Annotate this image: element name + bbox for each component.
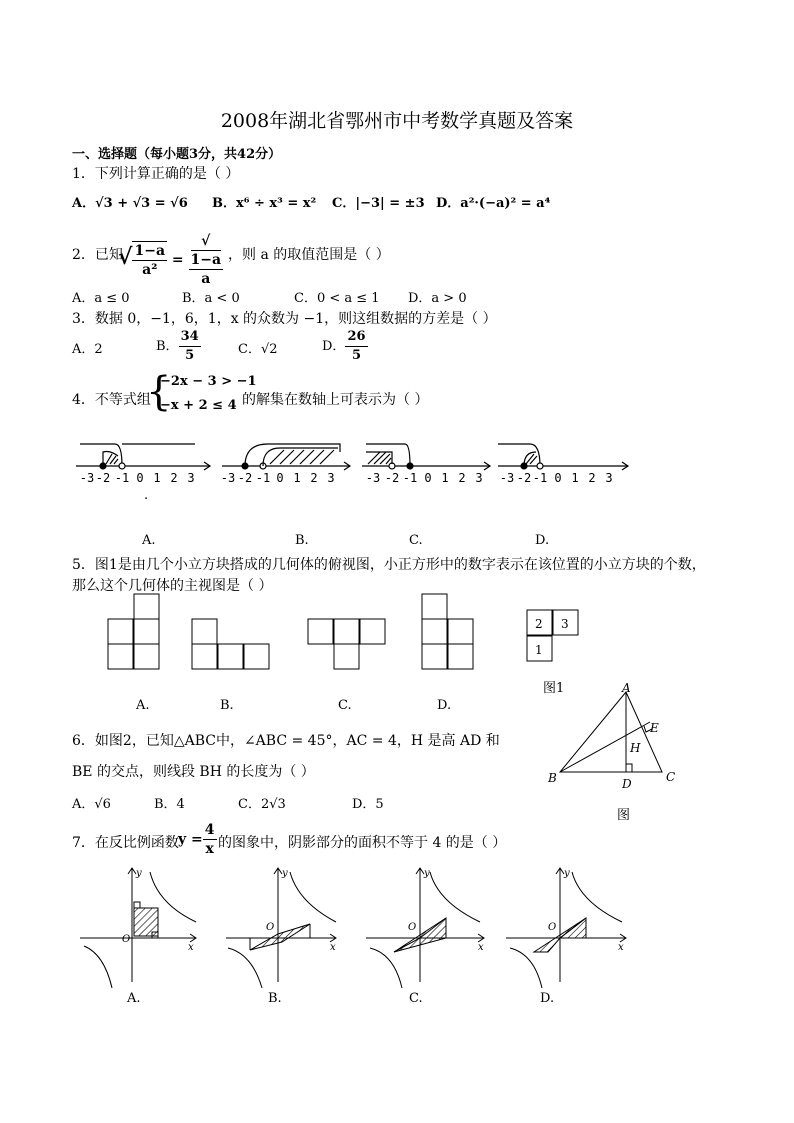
q4-label-d: D. <box>535 533 550 548</box>
tick-c-4: 1 <box>441 471 449 485</box>
tick-c-3: 0 <box>424 471 432 485</box>
q4-label-a: A. <box>142 533 156 548</box>
graph-d-y-label: y <box>564 868 570 879</box>
point-h-label: H <box>630 741 641 755</box>
q4-label-b: B. <box>295 533 309 548</box>
q3-option-c: C．√2 <box>238 342 278 357</box>
q6-option-c: C．2√3 <box>238 797 286 812</box>
q7-label-a: A. <box>127 991 141 1006</box>
tick-a-0: -3 <box>79 471 95 485</box>
figure2-caption: 图 <box>617 808 631 823</box>
figure1-cell-2: 2 <box>535 617 543 631</box>
graph-b <box>226 868 336 988</box>
q1-stem: 1．下列计算正确的是（ ） <box>72 166 240 182</box>
tick-d-2: -1 <box>532 471 548 485</box>
q7-label-b: B. <box>268 991 282 1006</box>
graph-a <box>80 868 196 988</box>
tick-c-6: 3 <box>475 471 483 485</box>
figure2-triangle <box>540 681 700 804</box>
tick-b-3: 0 <box>276 471 284 485</box>
graph-c-origin: O <box>408 922 417 933</box>
q2-option-c: C．0 < a ≤ 1 <box>294 291 380 306</box>
graph-a-x-label: x <box>188 942 194 953</box>
q4-number-lines <box>0 430 794 500</box>
q7-stem-prefix: 7．在反比例函数 <box>72 835 179 851</box>
tick-d-6: 3 <box>605 471 613 485</box>
q6-option-a: A．√6 <box>72 797 111 812</box>
q4-brace: { <box>146 369 172 415</box>
graph-b-x-label: x <box>330 942 336 953</box>
q4-label-c: C. <box>409 533 423 548</box>
tick-c-2: -1 <box>402 471 418 485</box>
view-a <box>108 594 159 669</box>
graph-d-origin: O <box>548 922 557 933</box>
view-b <box>192 619 269 669</box>
q5-stem-line1: 5．图1是由几个小立方块搭成的几何体的俯视图，小正方形中的数字表示在该位置的小立方块的个数， <box>72 557 706 573</box>
q4-inequality-2: −x + 2 ≤ 4 <box>160 398 237 413</box>
q6-option-b: B．4 <box>154 797 185 812</box>
q4-stray-dot: . <box>144 488 149 503</box>
q5-label-b: B. <box>220 698 234 713</box>
q7-label-d: D. <box>540 991 555 1006</box>
q1-option-c: C．|−3| = ±3 <box>332 196 425 211</box>
q4-inequality-1: −2x − 3 > −1 <box>160 374 257 389</box>
q5-label-d: D. <box>437 698 452 713</box>
tick-b-4: 1 <box>293 471 301 485</box>
tick-d-4: 1 <box>571 471 579 485</box>
section-heading: 一、选择题（每小题3分，共42分） <box>72 147 282 162</box>
view-c <box>308 619 385 669</box>
q3-stem: 3．数据 0，−1，6，1，x 的众数为 −1，则这组数据的方差是（ ） <box>72 311 497 327</box>
q3-option-b: B． $\frac{34}{5}$ <box>156 329 199 363</box>
q2-stem-prefix: 2．已知 <box>72 247 123 263</box>
tick-a-4: 1 <box>153 471 161 485</box>
page-title: 2008年湖北省鄂州市中考数学真题及答案 <box>220 110 574 132</box>
graph-b-y-label: y <box>282 868 288 879</box>
q6-stem-line2: BE 的交点，则线段 BH 的长度为（ ） <box>72 764 315 780</box>
tick-c-0: -3 <box>365 471 381 485</box>
point-d-label: D <box>622 777 632 791</box>
tick-b-6: 3 <box>327 471 335 485</box>
q2-option-d: D．a > 0 <box>408 291 467 306</box>
q2-stem-suffix: ，则 a 的取值范围是（ ） <box>228 247 390 263</box>
tick-b-0: -3 <box>220 471 236 485</box>
graph-c <box>366 868 484 988</box>
tick-a-5: 2 <box>170 471 178 485</box>
number-line-d <box>498 444 628 470</box>
tick-b-2: -1 <box>255 471 271 485</box>
q6-stem-line1: 6．如图2，已知△ABC中，∠ABC = 45°，AC = 4，H 是高 AD 和 <box>72 733 500 749</box>
figure1-cell-3: 3 <box>561 617 569 631</box>
q1-option-d: D．a²·(−a)² = a⁴ <box>436 196 551 211</box>
q2-option-a: A．a ≤ 0 <box>72 291 130 306</box>
tick-b-1: -2 <box>237 471 253 485</box>
figure1-caption: 图1 <box>543 681 565 696</box>
view-d <box>422 594 473 669</box>
q2-formula: √ $\frac{1-a}{\text{a²}}$ = √ 1−a a <box>118 233 222 287</box>
q5-stem-line2: 那么这个几何体的主视图是（ ） <box>72 578 273 594</box>
q4-stem-suffix: 的解集在数轴上可表示为（ ） <box>242 392 429 408</box>
q1-option-b: B．x⁶ ÷ x³ = x² <box>212 196 317 211</box>
vertex-a-label: A <box>622 681 631 695</box>
q6-option-d: D．5 <box>352 797 384 812</box>
tick-a-6: 3 <box>187 471 195 485</box>
q1-option-a: A．√3 + √3 = √6 <box>72 196 188 211</box>
q7-label-c: C. <box>409 991 423 1006</box>
figure1-cell-1: 1 <box>535 643 543 657</box>
q7-graphs <box>0 862 794 992</box>
graph-b-origin: O <box>266 922 275 933</box>
tick-a-2: -1 <box>114 471 130 485</box>
q3-option-a: A．2 <box>72 342 103 357</box>
point-e-label: E <box>650 721 659 735</box>
vertex-c-label: C <box>666 770 676 784</box>
number-line-c <box>362 444 490 470</box>
tick-d-5: 2 <box>588 471 596 485</box>
graph-c-x-label: x <box>478 942 484 953</box>
vertex-b-label: B <box>548 771 557 785</box>
q7-function: y = $\frac{4}{x}$ <box>178 822 215 857</box>
tick-a-3: 0 <box>136 471 144 485</box>
tick-d-0: -3 <box>499 471 515 485</box>
graph-d-x-label: x <box>618 942 624 953</box>
tick-c-1: -2 <box>384 471 400 485</box>
tick-d-3: 0 <box>554 471 562 485</box>
graph-d <box>506 868 626 988</box>
tick-a-1: -2 <box>95 471 111 485</box>
number-line-b <box>222 444 350 470</box>
tick-c-5: 2 <box>458 471 466 485</box>
q5-label-c: C. <box>338 698 352 713</box>
graph-a-origin: O <box>122 934 131 945</box>
q2-option-b: B．a < 0 <box>182 291 240 306</box>
tick-b-5: 2 <box>310 471 318 485</box>
graph-a-y-label: y <box>136 868 142 879</box>
number-line-a <box>76 444 210 470</box>
q5-views <box>0 592 794 677</box>
q7-stem-suffix: 的图象中，阴影部分的面积不等于 4 的是（ ） <box>218 835 507 851</box>
tick-d-1: -2 <box>516 471 532 485</box>
graph-c-y-label: y <box>424 868 430 879</box>
q5-label-a: A. <box>136 698 150 713</box>
q4-stem-prefix: 4．不等式组 <box>72 392 151 408</box>
q3-option-d: D． $\frac{26}{5}$ <box>322 329 366 363</box>
